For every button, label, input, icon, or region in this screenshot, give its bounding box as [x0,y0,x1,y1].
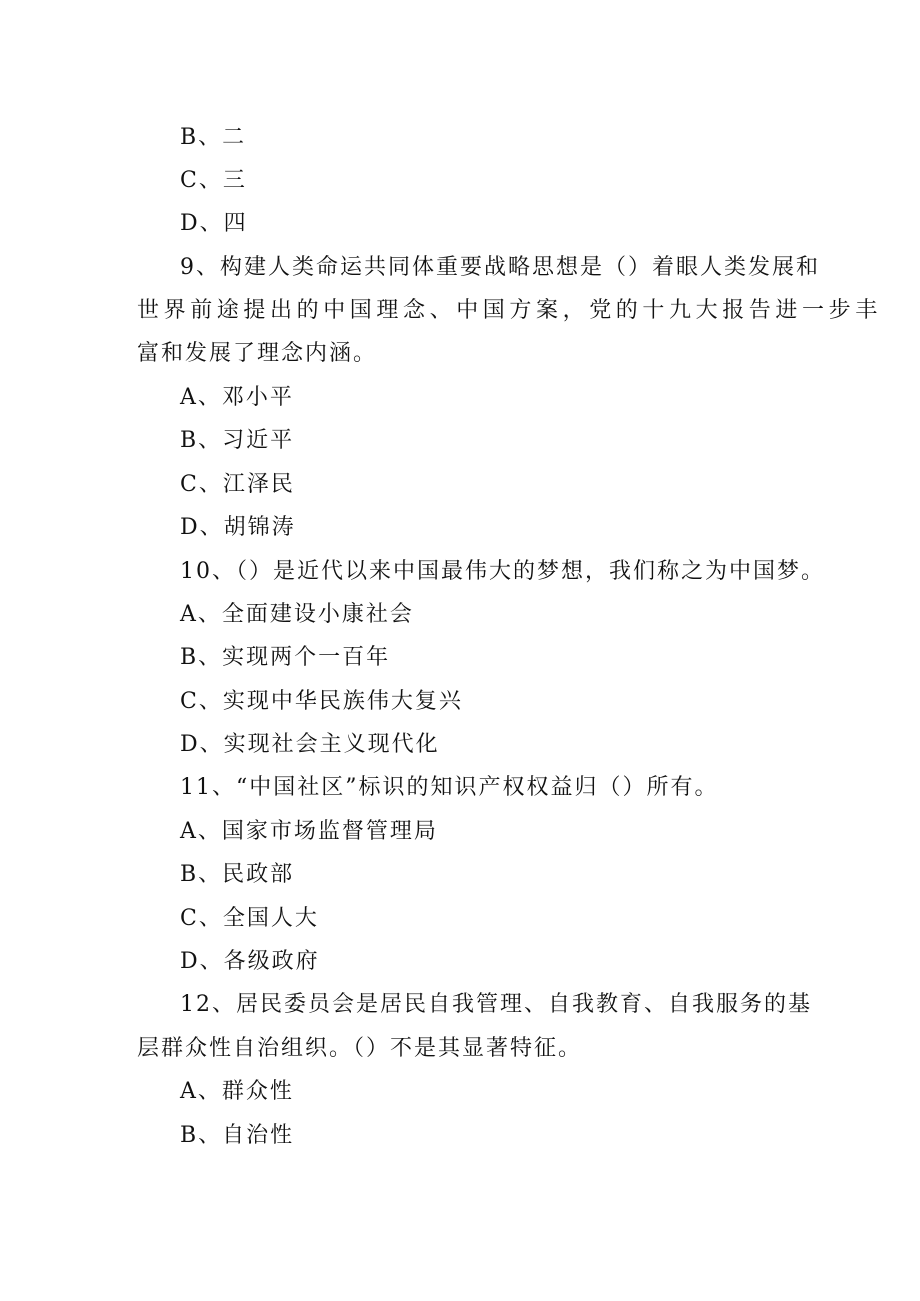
option-d-q9: D、胡锦涛 [180,515,296,540]
option-c-q8: C、三 [180,168,247,193]
option-c-q11: C、全国人大 [180,906,319,931]
option-a-q11: A、国家市场监督管理局 [180,819,438,844]
option-b-q9: B、习近平 [180,428,295,453]
option-a-q9: A、邓小平 [180,385,294,410]
question-9-line-2: 世界前途提出的中国理念、中国方案，党的十九大报告进一步丰 [137,298,882,323]
question-9-line-1: 9、构建人类命运共同体重要战略思想是（）着眼人类发展和 [180,255,820,280]
option-b-q10: B、实现两个一百年 [180,645,391,670]
option-c-q9: C、江泽民 [180,472,295,497]
option-b-q12: B、自治性 [180,1123,295,1148]
question-12-line-1: 12、居民委员会是居民自我管理、自我教育、自我服务的基 [180,992,812,1017]
option-a-q10: A、全面建设小康社会 [180,602,414,627]
option-c-q10: C、实现中华民族伟大复兴 [180,689,463,714]
option-a-q12: A、群众性 [180,1079,294,1104]
question-10: 10、（）是近代以来中国最伟大的梦想，我们称之为中国梦。 [180,559,825,584]
option-d-q11: D、各级政府 [180,949,320,974]
question-9-line-3: 富和发展了理念内涵。 [137,341,378,366]
option-b-q8: B、二 [180,125,247,150]
option-d-q8: D、四 [180,211,248,236]
option-b-q11: B、民政部 [180,862,295,887]
question-12-line-2: 层群众性自治组织。（）不是其显著特征。 [137,1036,583,1061]
option-d-q10: D、实现社会主义现代化 [180,732,440,757]
question-11: 11、“中国社区”标识的知识产权权益归（）所有。 [180,775,719,800]
